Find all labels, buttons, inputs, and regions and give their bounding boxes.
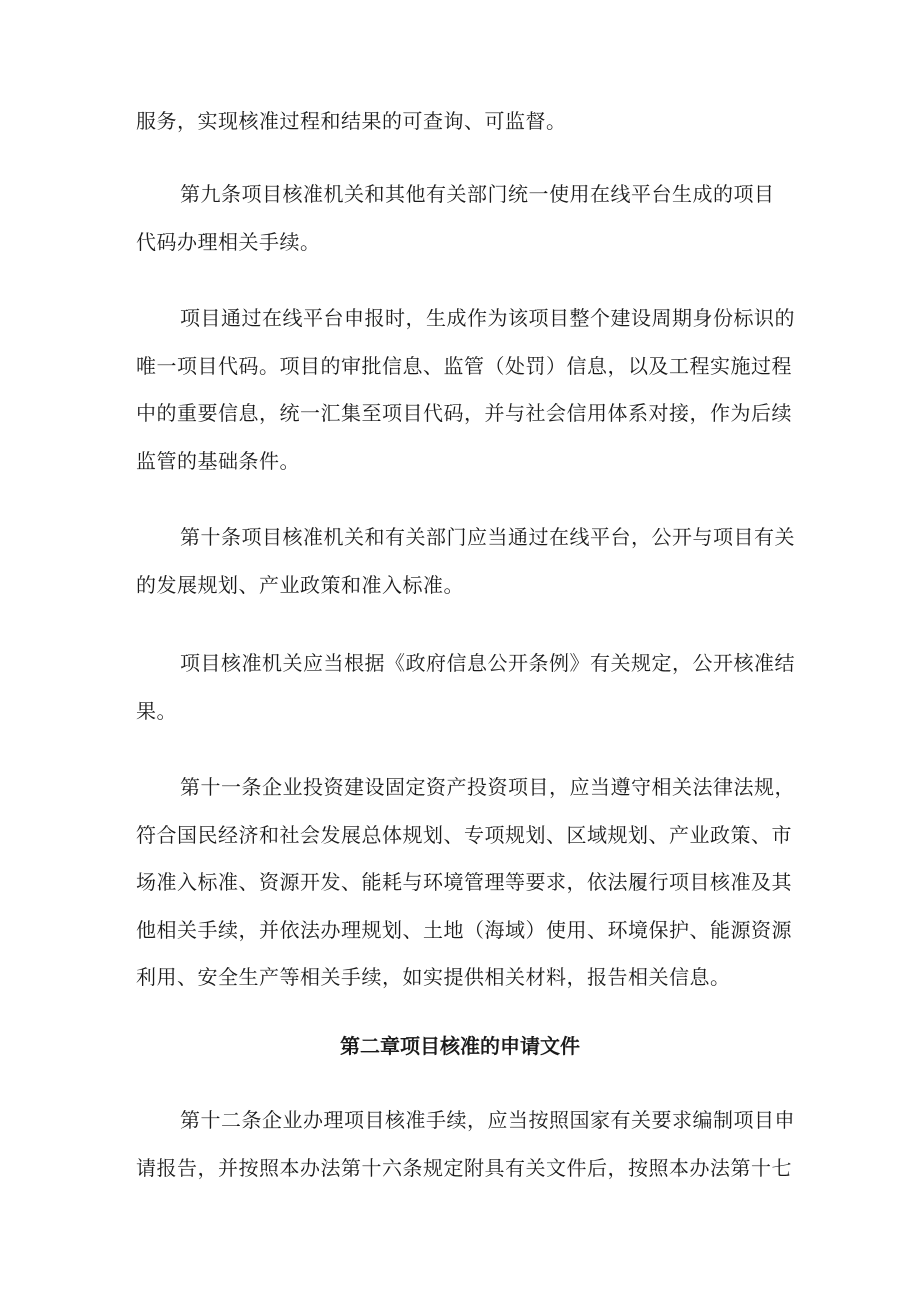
paragraph-line: 第九条项目核准机关和其他有关部门统一使用在线平台生成的项目 [180, 182, 775, 206]
paragraph-line: 果。 [136, 698, 177, 723]
paragraph-article-9 [136, 171, 796, 266]
paragraph-line: 中的重要信息，统一汇集至项目代码，并与社会信用体系对接，作为后续 [136, 401, 792, 425]
paragraph-line: 项目通过在线平台申报时，生成作为该项目整个建设周期身份标识的 [180, 306, 795, 330]
paragraph-disclosure [136, 640, 796, 735]
paragraph-line: 的发展规划、产业政策和准入标准。 [136, 572, 464, 597]
paragraph-line: 项目核准机关应当根据《政府信息公开条例》有关规定，公开核准结 [180, 651, 795, 675]
paragraph-line: 符合国民经济和社会发展总体规划、专项规划、区域规划、产业政策、市 [136, 822, 792, 847]
paragraph-line: 请报告，并按照本办法第十六条规定附具有关文件后，按照本办法第十七 [136, 1155, 792, 1180]
paragraph-line: 唯一项目代码。项目的审批信息、监管（处罚）信息，以及工程实施过程 [136, 353, 792, 378]
paragraph-continuation [136, 98, 796, 146]
paragraph-article-11 [136, 764, 796, 1002]
chapter-heading: 第二章项目核准的申请文件 [340, 1034, 580, 1058]
paragraph-line: 第十一条企业投资建设固定资产投资项目，应当遵守相关法律法规， [180, 775, 795, 799]
paragraph-line: 他相关手续，并依法办理规划、土地（海域）使用、环境保护、能源资源 [136, 917, 792, 942]
paragraph-line: 服务，实现核准过程和结果的可查询、可监督。 [136, 109, 567, 133]
paragraph-line: 场准入标准、资源开发、能耗与环境管理等要求，依法履行项目核准及其 [136, 870, 792, 894]
paragraph-line: 利用、安全生产等相关手续，如实提供相关材料，报告相关信息。 [136, 965, 731, 989]
paragraph-line: 监管的基础条件。 [136, 448, 300, 473]
paragraph-line: 代码办理相关手续。 [136, 229, 321, 254]
paragraph-line: 第十条项目核准机关和有关部门应当通过在线平台，公开与项目有关 [180, 525, 795, 549]
paragraph-project-code [136, 295, 796, 485]
paragraph-line: 第十二条企业办理项目核准手续，应当按照国家有关要求编制项目申 [180, 1108, 795, 1132]
paragraph-article-12 [136, 1097, 796, 1192]
paragraph-article-10 [136, 514, 796, 609]
